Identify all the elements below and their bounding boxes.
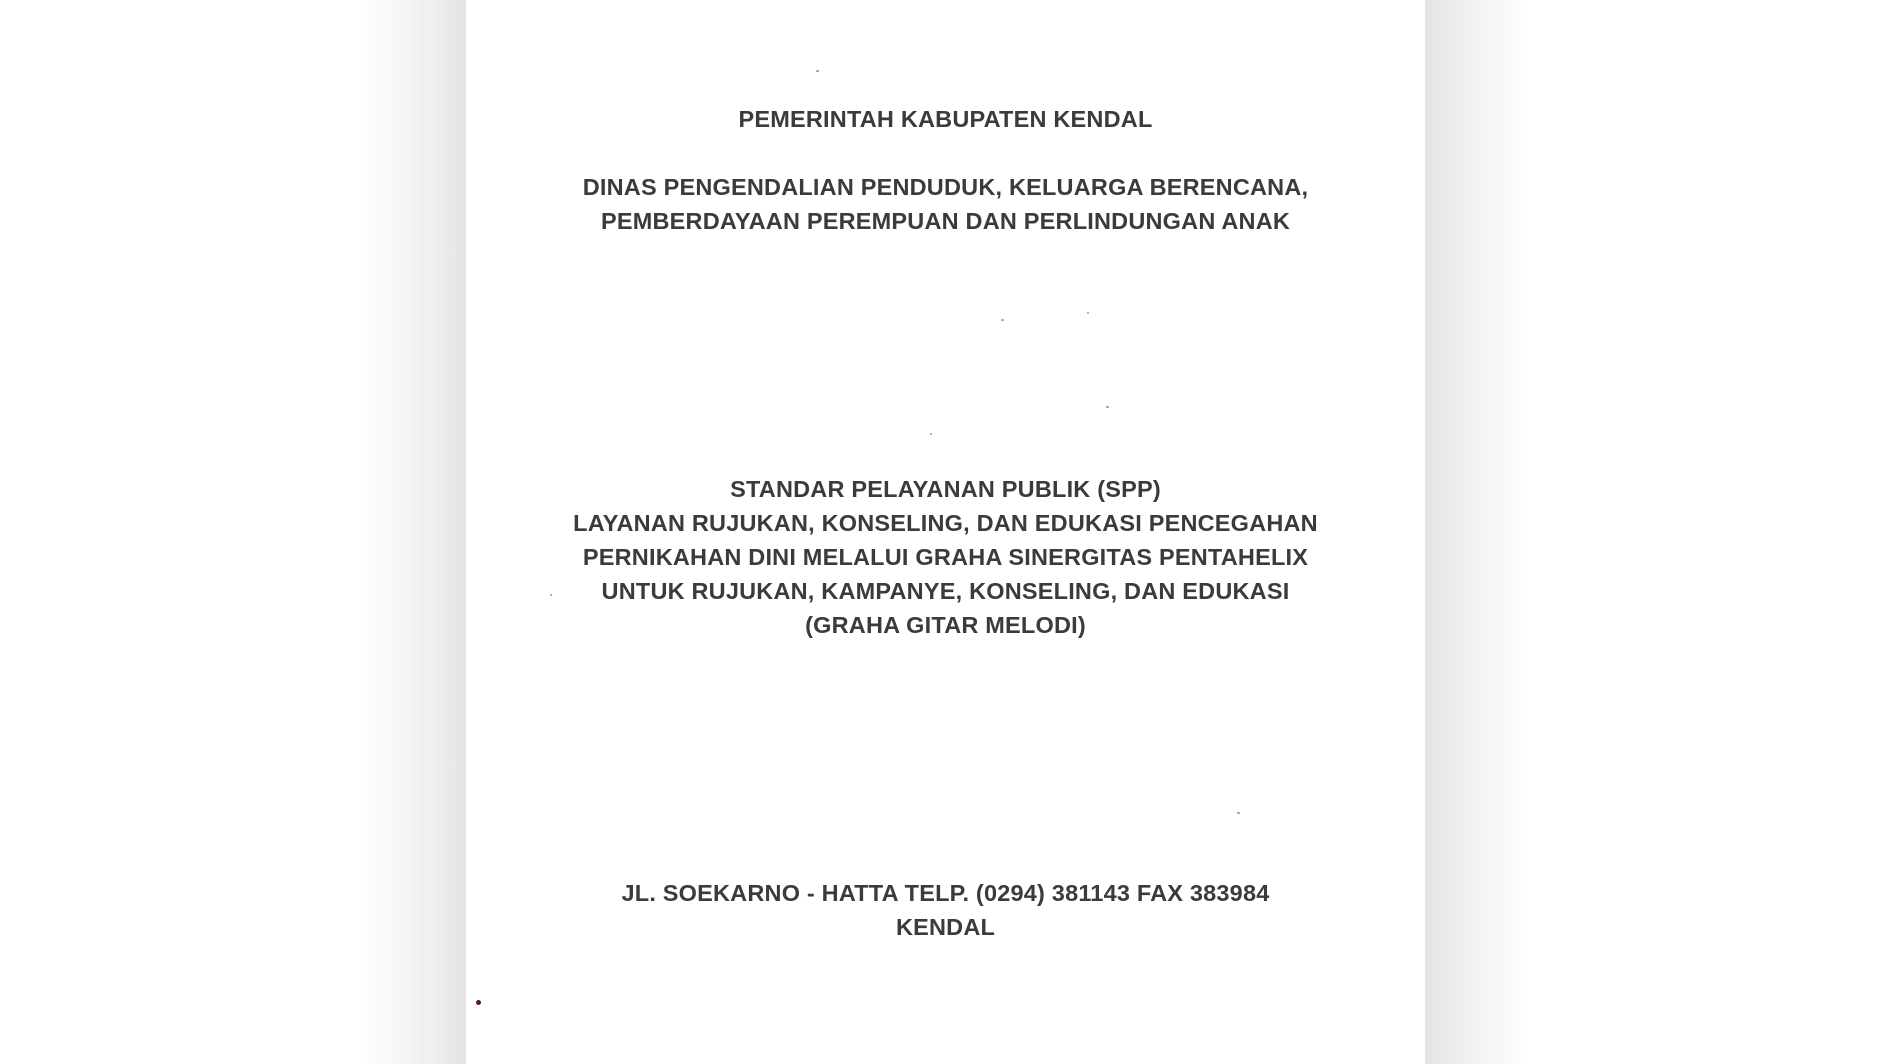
document-title-line-5: (GRAHA GITAR MELODI) <box>805 612 1086 638</box>
scan-speck <box>930 433 932 435</box>
page-shadow-right <box>1425 0 1531 1064</box>
scan-speck <box>1106 406 1109 408</box>
document-title-line-4: UNTUK RUJUKAN, KAMPANYE, KONSELING, DAN EDUKASI <box>601 578 1290 604</box>
government-name: PEMERINTAH KABUPATEN KENDAL <box>738 106 1153 132</box>
office-city: KENDAL <box>895 914 996 940</box>
scan-speck <box>550 594 552 596</box>
department-name-line-1: DINAS PENGENDALIAN PENDUDUK, KELUARGA BERENCANA, <box>582 174 1309 200</box>
scan-speck <box>1001 319 1004 321</box>
document-title-line-2: LAYANAN RUJUKAN, KONSELING, DAN EDUKASI PENCEGAHAN <box>573 510 1318 536</box>
scan-speck <box>1237 812 1240 814</box>
document-title-line-3: PERNIKAHAN DINI MELALUI GRAHA SINERGITAS PENTAHELIX <box>582 544 1309 570</box>
page-shadow-left <box>360 0 466 1064</box>
office-address: JL. SOEKARNO - HATTA TELP. (0294) 381143 FAX 383984 <box>621 880 1270 906</box>
department-name-line-2: PEMBERDAYAAN PEREMPUAN DAN PERLINDUNGAN ANAK <box>600 208 1291 234</box>
scan-speck <box>1087 312 1089 314</box>
document-title-line-1: STANDAR PELAYANAN PUBLIK (SPP) <box>730 476 1161 502</box>
scan-speck-dark <box>476 1000 481 1005</box>
scanned-document-page <box>466 0 1425 1064</box>
scan-speck <box>816 70 819 72</box>
